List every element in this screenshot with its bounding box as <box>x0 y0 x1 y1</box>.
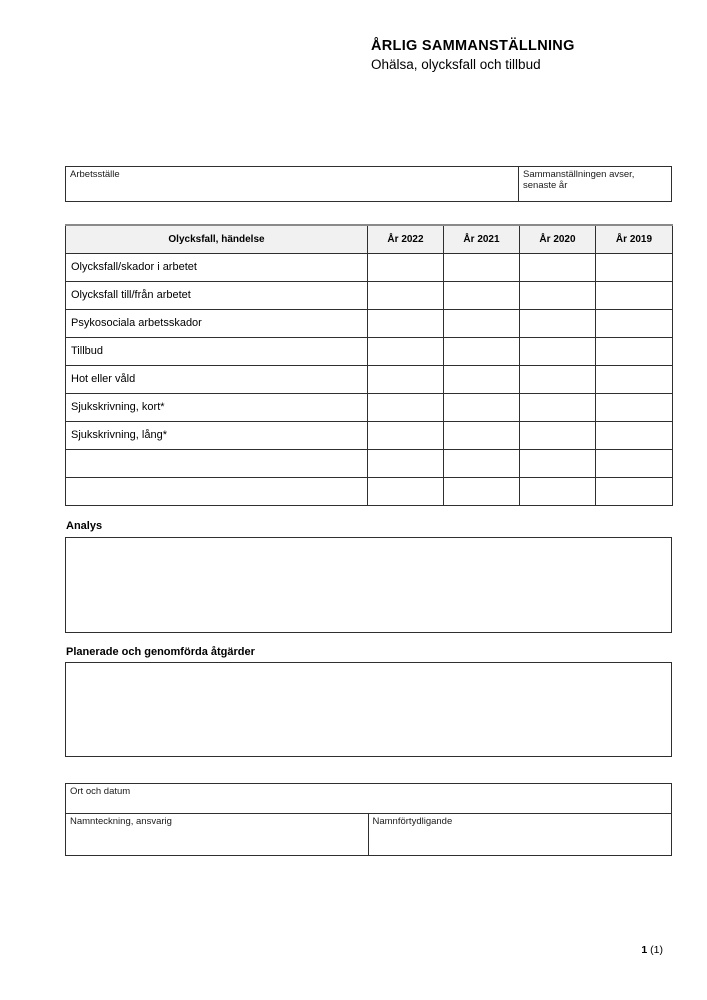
incident-row-label: Olycksfall till/från arbetet <box>66 281 368 309</box>
incident-table-header-row <box>66 225 673 253</box>
incident-value-cell[interactable] <box>444 477 520 505</box>
incident-value-cell[interactable] <box>596 393 673 421</box>
incident-value-cell[interactable] <box>596 281 673 309</box>
incident-value-cell[interactable] <box>596 477 673 505</box>
incident-row-label: Sjukskrivning, kort* <box>66 393 368 421</box>
incident-row-label: Hot eller våld <box>66 365 368 393</box>
table-row <box>66 365 673 393</box>
incident-value-cell[interactable] <box>444 365 520 393</box>
incident-value-cell[interactable] <box>520 253 596 281</box>
incident-value-cell[interactable] <box>368 309 444 337</box>
page-number-current: 1 <box>641 944 648 956</box>
incident-value-cell[interactable] <box>444 309 520 337</box>
page-number-total: (1) <box>650 944 663 956</box>
workplace-field[interactable] <box>66 167 519 201</box>
year-2022-header: År 2022 <box>368 225 444 253</box>
table-row <box>66 477 673 505</box>
incident-value-cell[interactable] <box>444 449 520 477</box>
analysis-section-label: Analys <box>66 520 103 532</box>
incident-value-cell[interactable] <box>444 337 520 365</box>
table-row <box>66 449 673 477</box>
year-2021-header: År 2021 <box>444 225 520 253</box>
incident-value-cell[interactable] <box>368 281 444 309</box>
page-number <box>641 944 663 956</box>
incident-value-cell[interactable] <box>520 449 596 477</box>
table-row <box>66 393 673 421</box>
incident-value-cell[interactable] <box>368 477 444 505</box>
incident-value-cell[interactable] <box>596 309 673 337</box>
incident-value-cell[interactable] <box>520 281 596 309</box>
incident-value-cell[interactable] <box>444 253 520 281</box>
place-date-field[interactable] <box>66 784 671 814</box>
table-row <box>66 337 673 365</box>
incident-row-label[interactable] <box>66 449 368 477</box>
incident-value-cell[interactable] <box>368 449 444 477</box>
page-subtitle: Ohälsa, olycksfall och tillbud <box>371 57 541 72</box>
incident-table <box>65 224 673 506</box>
name-clarification-field-label: Namnförtydligande <box>372 816 453 827</box>
period-field-label: Sammanställningen avser, senaste år <box>523 169 635 191</box>
analysis-textbox[interactable] <box>65 537 672 633</box>
table-row <box>66 421 673 449</box>
signature-field[interactable] <box>66 814 369 855</box>
info-field-strip <box>65 166 672 202</box>
incident-row-label: Olycksfall/skador i arbetet <box>66 253 368 281</box>
period-field[interactable] <box>519 167 671 201</box>
signature-field-label: Namnteckning, ansvarig <box>70 816 172 827</box>
incident-category-header: Olycksfall, händelse <box>66 225 368 253</box>
incident-value-cell[interactable] <box>444 281 520 309</box>
incident-value-cell[interactable] <box>520 477 596 505</box>
incident-value-cell[interactable] <box>596 421 673 449</box>
incident-value-cell[interactable] <box>444 393 520 421</box>
incident-value-cell[interactable] <box>368 421 444 449</box>
incident-row-label: Sjukskrivning, lång* <box>66 421 368 449</box>
actions-textbox[interactable] <box>65 662 672 757</box>
incident-value-cell[interactable] <box>520 393 596 421</box>
table-row <box>66 253 673 281</box>
incident-value-cell[interactable] <box>520 421 596 449</box>
name-clarification-field[interactable] <box>369 814 672 855</box>
signature-block <box>65 783 672 856</box>
incident-row-label[interactable] <box>66 477 368 505</box>
table-row <box>66 281 673 309</box>
year-2020-header: År 2020 <box>520 225 596 253</box>
incident-value-cell[interactable] <box>520 365 596 393</box>
incident-value-cell[interactable] <box>596 365 673 393</box>
page-title: ÅRLIG SAMMANSTÄLLNING <box>371 38 575 54</box>
incident-row-label: Tillbud <box>66 337 368 365</box>
incident-value-cell[interactable] <box>368 337 444 365</box>
actions-section-label: Planerade och genomförda åtgärder <box>66 646 255 658</box>
incident-value-cell[interactable] <box>368 253 444 281</box>
incident-value-cell[interactable] <box>596 253 673 281</box>
incident-value-cell[interactable] <box>520 337 596 365</box>
year-2019-header: År 2019 <box>596 225 673 253</box>
incident-value-cell[interactable] <box>368 393 444 421</box>
signature-row <box>66 814 671 855</box>
incident-value-cell[interactable] <box>368 365 444 393</box>
title-block <box>371 38 575 72</box>
table-row <box>66 309 673 337</box>
incident-value-cell[interactable] <box>444 421 520 449</box>
incident-row-label: Psykosociala arbetsskador <box>66 309 368 337</box>
incident-value-cell[interactable] <box>596 449 673 477</box>
incident-value-cell[interactable] <box>596 337 673 365</box>
place-date-field-label: Ort och datum <box>70 786 131 797</box>
workplace-field-label: Arbetsställe <box>70 169 120 180</box>
incident-value-cell[interactable] <box>520 309 596 337</box>
